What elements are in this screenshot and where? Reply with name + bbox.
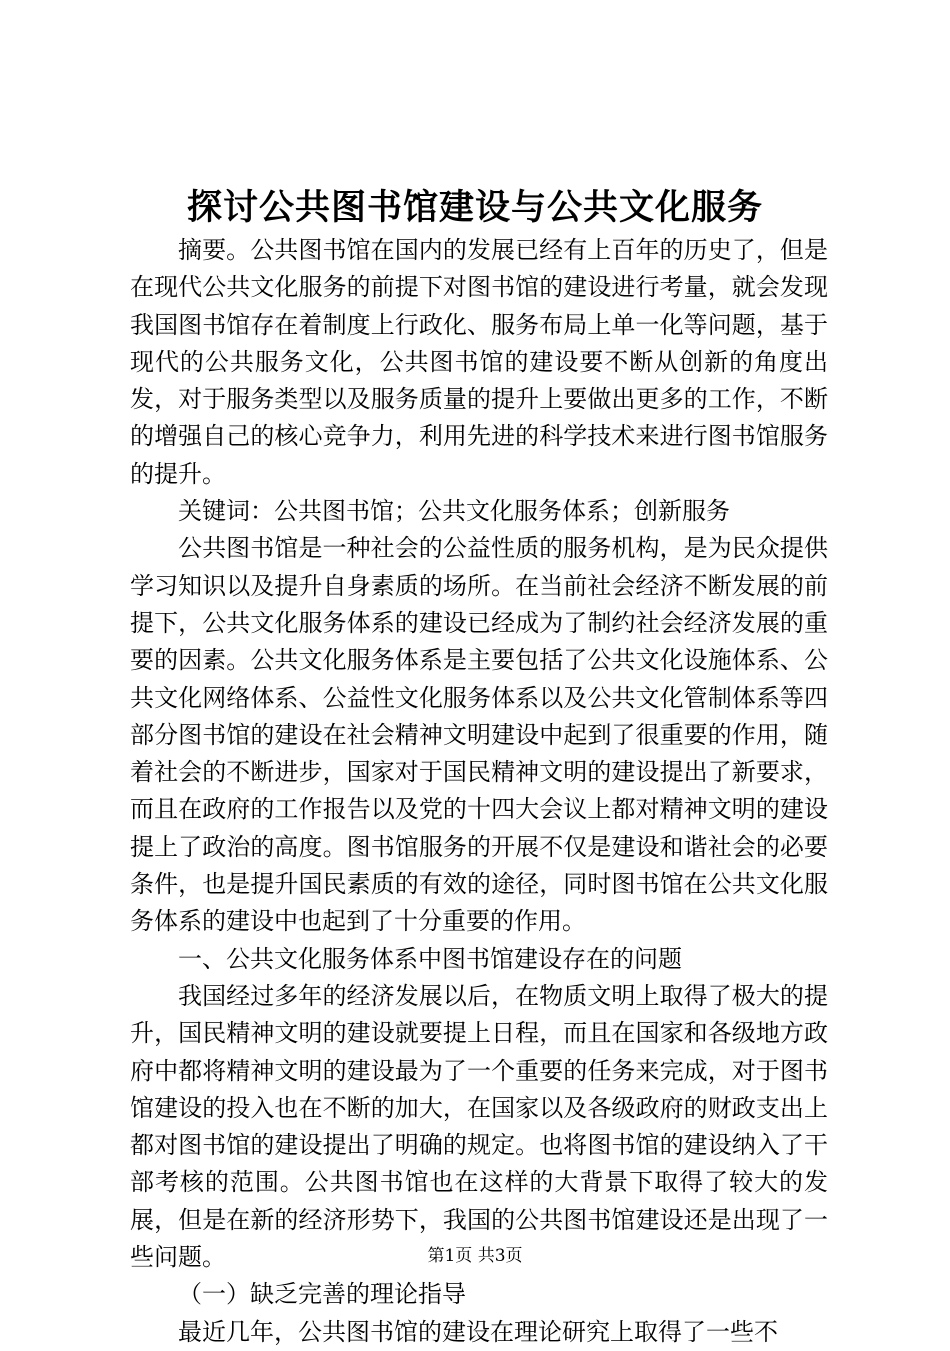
section-1-paragraph: 我国经过多年的经济发展以后，在物质文明上取得了极大的提升，国民精神文明的建设就要提上日程，而且在国家和各级地方政府中都将精神文明的建设最为了一个重要的任务来完成，对于图书馆建设的投入也在不断的加大，在国家以及各级政府的财政支出上都对图书馆的建设提出了明确的规定。也将图书馆的建设纳入了干部考核的范围。公共图书馆也在这样的大背景下取得了较大的发展，但是在新的经济形势下，我国的公共图书馆建设还是出现了一些问题。 — [130, 981, 828, 1272]
section-heading-1: 一、公共文化服务体系中图书馆建设存在的问题 — [178, 944, 682, 973]
intro-paragraph: 公共图书馆是一种社会的公益性质的服务机构，是为民众提供学习知识以及提升自身素质的场所。在当前社会经济不断发展的前提下，公共文化服务体系的建设已经成为了制约社会经济发展的重要的因素。公共文化服务体系是主要包括了公共文化设施体系、公共文化网络体系、公益性文化服务体系以及公共文化管制体系等四部分图书馆的建设在社会精神文明建设中起到了很重要的作用，随着社会的不断进步，国家对于国民精神文明的建设提出了新要求，而且在政府的工作报告以及党的十四大会议上都对精神文明的建设提上了政治的高度。图书馆服务的开展不仅是建设和谐社会的必要条件，也是提升国民素质的有效的途径，同时图书馆在公共文化服务体系的建设中也起到了十分重要的作用。 — [130, 534, 828, 936]
keywords-paragraph: 关键词：公共图书馆；公共文化服务体系；创新服务 — [178, 497, 730, 526]
subsection-heading-1: （一）缺乏完善的理论指导 — [178, 1280, 466, 1309]
document-title: 探讨公共图书馆建设与公共文化服务 — [186, 187, 763, 228]
document-body — [130, 232, 828, 1351]
page-footer: 第1页 共3页 — [427, 1246, 523, 1266]
abstract-paragraph: 摘要。公共图书馆在国内的发展已经有上百年的历史了，但是在现代公共文化服务的前提下对图书馆的建设进行考量，就会发现我国图书馆存在着制度上行政化、服务布局上单一化等问题，基于现代的公共服务文化，公共图书馆的建设要不断从创新的角度出发，对于服务类型以及服务质量的提升上要做出更多的工作，不断的增强自己的核心竞争力，利用先进的科学技术来进行图书馆服务的提升。 — [130, 236, 828, 488]
subsection-1-paragraph: 最近几年，公共图书馆的建设在理论研究上取得了一些不 — [178, 1317, 778, 1346]
